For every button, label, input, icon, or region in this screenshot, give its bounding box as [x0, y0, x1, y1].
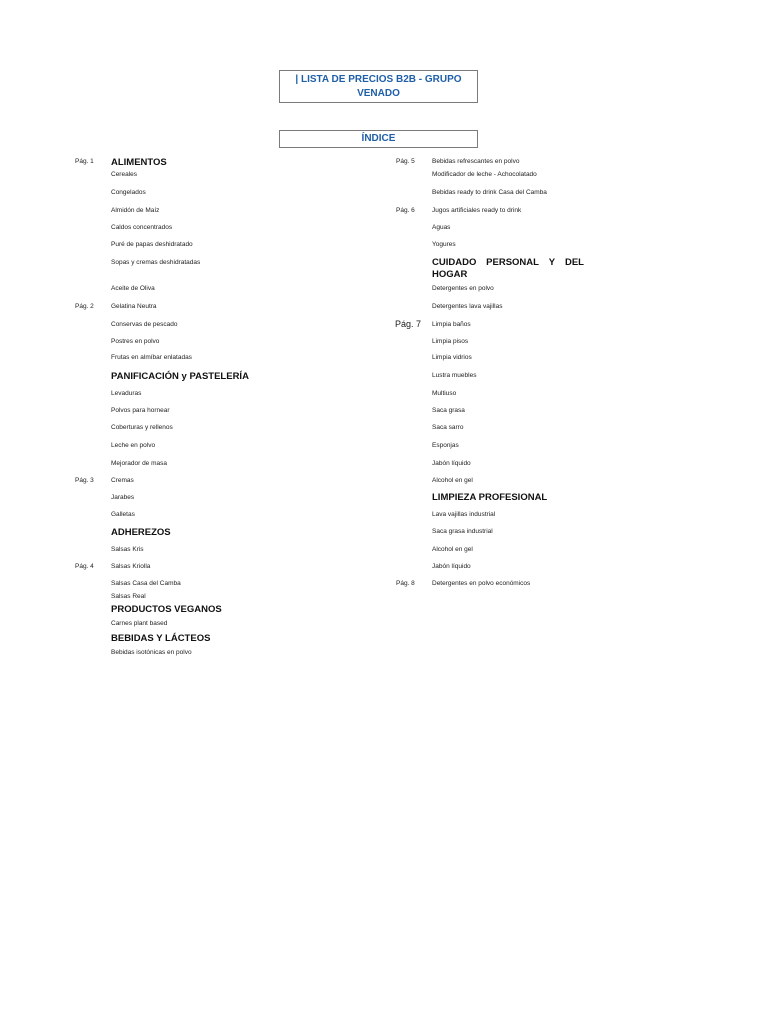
- list-item: Mejorador de masa: [111, 460, 167, 467]
- list-item: Cereales: [111, 171, 138, 178]
- page-number: Pág. 2: [75, 303, 94, 310]
- list-item: Carnes plant based: [111, 620, 168, 627]
- section-word: Y: [548, 257, 556, 268]
- list-item: Alcohol en gel: [432, 546, 473, 553]
- list-item: Multiuso: [432, 390, 457, 397]
- list-item: Jarabes: [111, 494, 135, 501]
- section-panificacion: PANIFICACIÓN y PASTELERÍA: [111, 371, 249, 382]
- list-item: Galletas: [111, 511, 135, 518]
- list-item: Esponjas: [432, 442, 459, 449]
- list-item: Saca sarro: [432, 424, 464, 431]
- list-item: Lava vajillas industrial: [432, 511, 496, 518]
- index-title: ÍNDICE: [279, 130, 478, 148]
- list-item: Detergentes en polvo: [432, 285, 494, 292]
- list-item: Levaduras: [111, 390, 142, 397]
- list-item: Alcohol en gel: [432, 477, 473, 484]
- list-item: Jabón líquido: [432, 460, 471, 467]
- page-number: Pág. 7: [395, 319, 422, 329]
- list-item: Bebidas ready to drink Casa del Camba: [432, 189, 547, 196]
- page-number: Pág. 1: [75, 158, 94, 165]
- list-item: Jugos artificiales ready to drink: [432, 207, 522, 214]
- section-word: DEL: [564, 257, 584, 268]
- list-item: Detergentes lava vajillas: [432, 303, 503, 310]
- document-title: | LISTA DE PRECIOS B2B - GRUPO VENADO: [279, 70, 478, 103]
- list-item: Almidón de Maíz: [111, 207, 160, 214]
- list-item: Polvos para hornear: [111, 407, 170, 414]
- list-item: Limpia vidrios: [432, 354, 472, 361]
- section-adherezos: ADHEREZOS: [111, 527, 171, 538]
- list-item: Modificador de leche - Achocolatado: [432, 171, 537, 178]
- list-item: Leche en polvo: [111, 442, 156, 449]
- page-number: Pág. 3: [75, 477, 94, 484]
- list-item: Yogures: [432, 241, 456, 248]
- list-item: Aceite de Oliva: [111, 285, 155, 292]
- list-item: Sopas y cremas deshidratadas: [111, 259, 201, 266]
- section-cuidado-personal: [432, 257, 584, 281]
- list-item: Coberturas y rellenos: [111, 424, 173, 431]
- section-alimentos: ALIMENTOS: [111, 157, 167, 168]
- page-number: Pág. 8: [396, 580, 415, 587]
- list-item: Aguas: [432, 224, 451, 231]
- list-item: Salsas Casa del Camba: [111, 580, 181, 587]
- list-item: Jabón líquido: [432, 563, 471, 570]
- list-item: Puré de papas deshidratado: [111, 241, 193, 248]
- section-veganos: PRODUCTOS VEGANOS: [111, 604, 222, 615]
- list-item: Congelados: [111, 189, 146, 196]
- list-item: Saca grasa: [432, 407, 465, 414]
- section-bebidas: BEBIDAS Y LÁCTEOS: [111, 633, 211, 644]
- list-item: Postres en polvo: [111, 338, 160, 345]
- page-number: Pág. 5: [396, 158, 415, 165]
- list-item: Cremas: [111, 477, 134, 484]
- list-item: Bebidas isotónicas en polvo: [111, 649, 192, 656]
- page-number: Pág. 4: [75, 563, 94, 570]
- list-item: Saca grasa industrial: [432, 528, 493, 535]
- list-item: Caldos concentrados: [111, 224, 173, 231]
- list-item: Salsas Real: [111, 593, 146, 600]
- page-number: Pág. 6: [396, 207, 415, 214]
- list-item: Salsas Kris: [111, 546, 144, 553]
- list-item: Bebidas refrescantes en polvo: [432, 158, 520, 165]
- section-word: PERSONAL: [486, 257, 539, 268]
- section-limpieza-profesional: LIMPIEZA PROFESIONAL: [432, 492, 548, 503]
- list-item: Gelatina Neutra: [111, 303, 157, 310]
- list-item: Salsas Kriolla: [111, 563, 151, 570]
- list-item: Frutas en almíbar enlatadas: [111, 354, 192, 361]
- list-item: Lustra muebles: [432, 372, 477, 379]
- section-word: CUIDADO: [432, 257, 477, 268]
- section-word: HOGAR: [432, 269, 468, 280]
- list-item: Limpia pisos: [432, 338, 469, 345]
- list-item: Detergentes en polvo económicos: [432, 580, 531, 587]
- list-item: Limpia baños: [432, 321, 471, 328]
- list-item: Conservas de pescado: [111, 321, 178, 328]
